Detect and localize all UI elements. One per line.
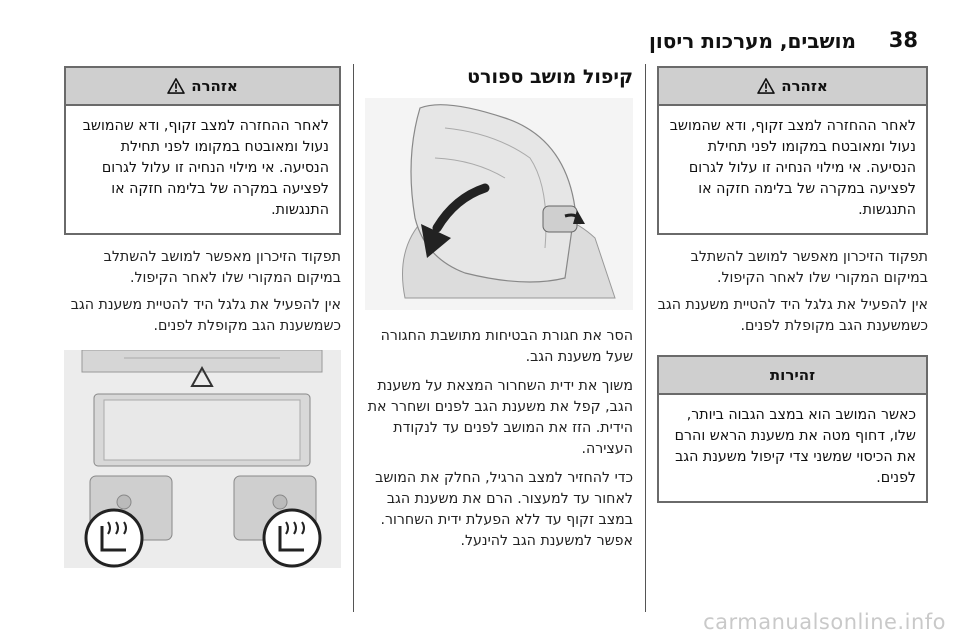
warning-box-header bbox=[659, 68, 926, 106]
page-title: מושבים, מערכות ריסון bbox=[649, 29, 856, 53]
seat-folding-illustration bbox=[365, 98, 633, 310]
warning-title: אזהרה bbox=[191, 77, 238, 95]
warning-box bbox=[64, 66, 341, 235]
remove-belt-paragraph: הסר את חגורת הבטיחות מתושבת החגורה שעל משענת הגב. bbox=[380, 328, 633, 365]
page-header bbox=[32, 28, 928, 54]
column-divider bbox=[645, 64, 646, 612]
caution-box-header bbox=[659, 357, 926, 395]
warning-triangle-icon bbox=[167, 78, 185, 94]
release-lever-paragraph: משוך את ידית השחרור המצאת על משענת הגב, קפל את משענת הגב לפנים ושחרר את הידית. הזז את המושב לפנים עד לנקודת העצירה. bbox=[367, 378, 633, 457]
warning-text: לאחר ההחזרה למצב זקוף, ודא שהמושב נעול ומאובטח במקומו לפני תחילת הנסיעה. אי מילוי הנחיה זו עלול לגרום לפציעה במקרה של בלימה חזקה או התנגשות. bbox=[82, 118, 329, 218]
caution-text: כאשר המושב הוא במצב הגבוה ביותר, שלו, דחוף מטה את משענת הראש והרם את הכיסוי שמשני צדי קיפול משענת הגב לפנים. bbox=[674, 407, 916, 486]
caution-box bbox=[657, 355, 928, 503]
warning-box bbox=[657, 66, 928, 235]
handwheel-paragraph: אין להפעיל את גלגל היד להטיית משענת הגב כשמשענת הגב מקופלת לפנים. bbox=[657, 297, 928, 334]
memory-paragraph: תפקוד הזיכרון מאפשר למושב להשתלב במיקום המקורי שלו לאחר הקיפול. bbox=[103, 249, 341, 286]
memory-paragraph: תפקוד הזיכרון מאפשר למושב להשתלב במיקום המקורי שלו לאחר הקיפול. bbox=[690, 249, 928, 286]
page-number: 38 bbox=[888, 28, 918, 52]
left-column bbox=[64, 66, 341, 379]
middle-column bbox=[365, 66, 633, 552]
seat-heating-icon bbox=[86, 510, 142, 566]
return-position-paragraph: כדי להחזיר למצב הרגיל, החלק את המושב לאחור עד למעצור. הרם את משענת הגב במצב זקוף עד ללא הפעלת ידית השחרור. אפשר למשענת הגב להינעל. bbox=[375, 470, 633, 549]
warning-text: לאחר ההחזרה למצב זקוף, ודא שהמושב נעול ומאובטח במקומו לפני תחילת הנסיעה. אי מילוי הנחיה זו עלול לגרום לפציעה במקרה של בלימה חזקה או התנגשות. bbox=[669, 118, 916, 218]
seat-heating-illustration bbox=[64, 350, 341, 568]
warning-title: אזהרה bbox=[781, 77, 828, 95]
sport-seat-heading: קיפול מושב ספורט bbox=[467, 66, 633, 88]
handwheel-paragraph: אין להפעיל את גלגל היד להטיית משענת הגב כשמשענת הגב מקופלת לפנים. bbox=[70, 297, 341, 334]
warning-box-header bbox=[66, 68, 339, 106]
watermark: carmanualsonline.info bbox=[703, 610, 946, 634]
warning-triangle-icon bbox=[757, 78, 775, 94]
caution-title: זהירות bbox=[769, 366, 816, 384]
column-divider bbox=[353, 64, 354, 612]
seat-heating-icon bbox=[264, 510, 320, 566]
right-column bbox=[657, 66, 928, 503]
